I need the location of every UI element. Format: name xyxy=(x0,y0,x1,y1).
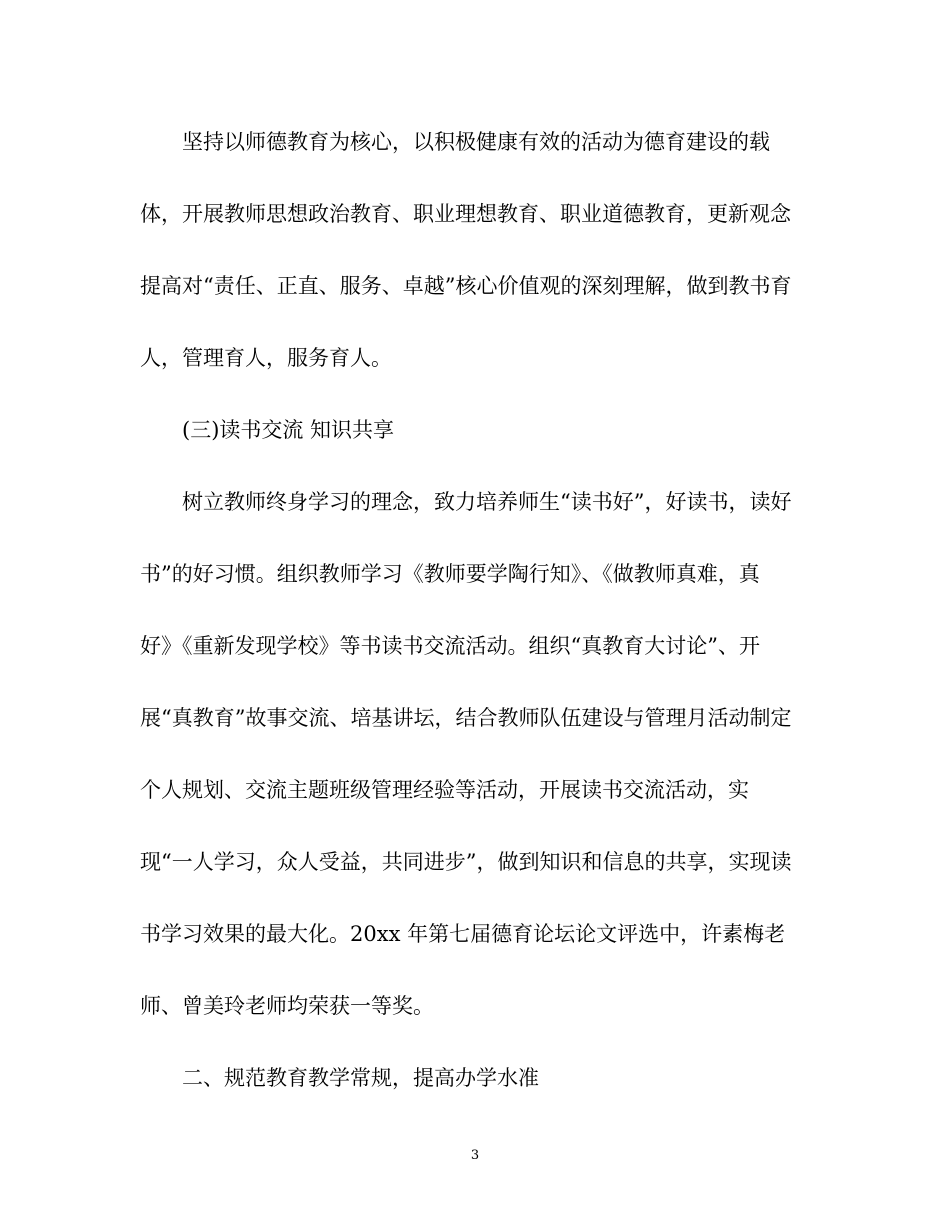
paragraph-line: 书”的好习惯。组织教师学习《教师要学陶行知》、《做教师真难，真 xyxy=(140,562,760,586)
paragraph-line: 坚持以师德教育为核心，以积极健康有效的活动为德育建设的载 xyxy=(182,130,770,154)
paragraph-line: 师、曾美玲老师均荣获一等奖。 xyxy=(140,994,434,1018)
paragraph-line: 现“一人学习，众人受益，共同进步”，做到知识和信息的共享，实现读 xyxy=(140,850,792,874)
paragraph-line: 展“真教育”故事交流、培基讲坛，结合教师队伍建设与管理月活动制定 xyxy=(140,706,792,730)
section-heading: 二、规范教育教学常规，提高办学水准 xyxy=(182,1066,539,1090)
paragraph-line: 人，管理育人，服务育人。 xyxy=(140,346,392,370)
paragraph-line: 提高对“责任、正直、服务、卓越”核心价值观的深刻理解，做到教书育 xyxy=(140,274,792,298)
paragraph-line: 树立教师终身学习的理念，致力培养师生“读书好”，好读书，读好 xyxy=(182,490,792,514)
paragraph-line: 体，开展教师思想政治教育、职业理想教育、职业道德教育，更新观念 xyxy=(140,202,791,226)
page-number: 3 xyxy=(470,1148,480,1163)
paragraph-line: 好》《重新发现学校》等书读书交流活动。组织“真教育大讨论”、开 xyxy=(140,634,760,658)
section-heading: (三)读书交流 知识共享 xyxy=(182,418,395,442)
paragraph-line: 书学习效果的最大化。20xx 年第七届德育论坛论文评选中，许素梅老 xyxy=(140,922,786,946)
paragraph-line: 个人规划、交流主题班级管理经验等活动，开展读书交流活动，实 xyxy=(140,778,749,802)
